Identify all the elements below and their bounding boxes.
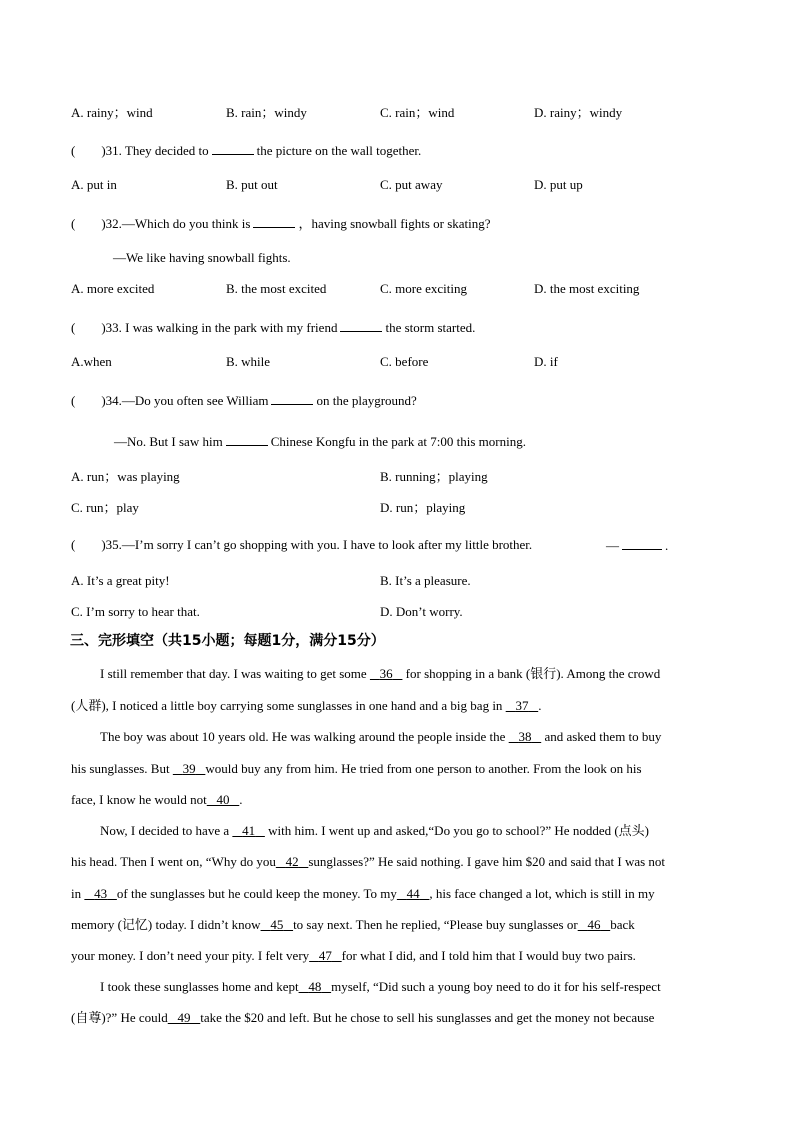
q31-option-d[interactable]: D. put up: [534, 177, 583, 192]
passage-text: myself, “Did such a young boy need to do it for his self-respect: [331, 979, 661, 994]
q34-reply-prefix: —No. But I saw him: [114, 434, 223, 449]
passage-text: for what I did, and I told him that I would buy two pairs.: [341, 948, 636, 963]
passage-line: [71, 1009, 721, 1027]
q30-option-d[interactable]: D. rainy；windy: [534, 105, 623, 120]
blank-48-number: 48: [308, 979, 322, 994]
q32-option-b[interactable]: B. the most excited: [226, 281, 327, 296]
q32-option-d[interactable]: D. the most exciting: [534, 281, 640, 296]
blank-46[interactable]: [578, 917, 611, 932]
q31-prefix: ( )31. They decided to: [71, 143, 209, 158]
q35-option-d[interactable]: D. Don’t worry.: [380, 604, 463, 619]
passage-text: (人群), I noticed a little boy carrying some sunglasses in one hand and a big bag in: [71, 698, 503, 713]
passage-text: (自尊)?” He could: [71, 1010, 168, 1025]
blank-42-number: 42: [285, 854, 299, 869]
blank-44[interactable]: [397, 886, 430, 901]
q35-blank[interactable]: [622, 536, 662, 550]
q34-reply-suffix: Chinese Kongfu in the park at 7:00 this morning.: [270, 434, 526, 449]
passage-text: in: [71, 886, 82, 901]
q35-stem: ( )35.—I’m sorry I can’t go shopping with you. I have to look after my little brother.: [71, 537, 533, 552]
passage-line: [71, 760, 721, 778]
q35-option-c[interactable]: C. I’m sorry to hear that.: [71, 604, 200, 619]
blank-36[interactable]: [370, 666, 403, 681]
q33-suffix: the storm started.: [385, 320, 476, 335]
q34-blank-2[interactable]: [226, 432, 268, 446]
blank-37[interactable]: [506, 698, 542, 713]
passage-line: [71, 947, 721, 965]
blank-37-number: 37: [515, 698, 529, 713]
q33-prefix: ( )33. I was walking in the park with my friend: [71, 320, 338, 335]
q30-option-a[interactable]: A. rainy；wind: [71, 105, 153, 120]
passage-text: , his face changed a lot, which is still in my: [429, 886, 655, 901]
q34-reply: [114, 432, 526, 451]
q33-blank[interactable]: [340, 318, 382, 332]
blank-47-number: 47: [318, 948, 332, 963]
q32-reply: —We like having snowball fights.: [113, 250, 291, 265]
blank-41[interactable]: [232, 823, 265, 838]
q31-stem: [71, 141, 421, 160]
passage-text: with him. I went up and asked,“Do you go to school?” He nodded (点头): [268, 823, 650, 838]
passage-text: take the $20 and left. But he chose to sell his sunglasses and get the money not because: [200, 1010, 655, 1025]
passage-text: for shopping in a bank (银行). Among the crowd: [405, 666, 661, 681]
q32-stem: [71, 214, 491, 233]
q32-prefix: ( )32.—Which do you think is: [71, 216, 251, 231]
passage-text: would buy any from him. He tried from one person to another. From the look on his: [205, 761, 642, 776]
passage-text: I still remember that day. I was waiting to get some: [100, 666, 367, 681]
q34-stem: [71, 391, 417, 410]
q35-reply: [606, 536, 668, 555]
passage-text: memory (记忆) today. I didn’t know: [71, 917, 261, 932]
passage-line: [71, 978, 750, 996]
passage-line: [71, 697, 721, 715]
q31-blank[interactable]: [212, 141, 254, 155]
passage-line: [71, 791, 721, 809]
passage-text: The boy was about 10 years old. He was walking around the people inside the: [100, 729, 506, 744]
passage-line: [71, 665, 750, 683]
q34-option-c[interactable]: C. run；play: [71, 500, 139, 515]
blank-36-number: 36: [379, 666, 393, 681]
q33-option-b[interactable]: B. while: [226, 354, 271, 369]
q32-blank[interactable]: [253, 214, 295, 228]
blank-43-number: 43: [94, 886, 108, 901]
passage-line: [71, 853, 721, 871]
passage-text: I took these sunglasses home and kept: [100, 979, 299, 994]
passage-text: to say next. Then he replied, “Please buy sunglasses or: [293, 917, 578, 932]
blank-43[interactable]: [84, 886, 117, 901]
q31-option-a[interactable]: A. put in: [71, 177, 117, 192]
blank-39[interactable]: [173, 761, 206, 776]
blank-49-number: 49: [177, 1010, 191, 1025]
passage-text: sunglasses?” He said nothing. I gave him $20 and said that I was not: [308, 854, 666, 869]
q34-blank-1[interactable]: [271, 391, 313, 405]
q34-suffix: on the playground?: [316, 393, 417, 408]
q33-option-a[interactable]: A.when: [71, 354, 112, 369]
q35-reply-prefix: —: [606, 538, 619, 553]
q31-option-c[interactable]: C. put away: [380, 177, 443, 192]
q34-prefix: ( )34.—Do you often see William: [71, 393, 269, 408]
q31-option-b[interactable]: B. put out: [226, 177, 278, 192]
passage-text: of the sunglasses but he could keep the money. To my: [116, 886, 397, 901]
q30-option-c[interactable]: C. rain；wind: [380, 105, 455, 120]
q35-option-a[interactable]: A. It’s a great pity!: [71, 573, 170, 588]
blank-44-number: 44: [406, 886, 420, 901]
q32-option-c[interactable]: C. more exciting: [380, 281, 468, 296]
q35-option-b[interactable]: B. It’s a pleasure.: [380, 573, 471, 588]
passage-text: Now, I decided to have a: [100, 823, 230, 838]
passage-text: his head. Then I went on, “Why do you: [71, 854, 276, 869]
q33-option-c[interactable]: C. before: [380, 354, 429, 369]
blank-41-number: 41: [242, 823, 256, 838]
blank-38-number: 38: [518, 729, 532, 744]
passage-line: [71, 916, 721, 934]
q34-option-b[interactable]: B. running；playing: [380, 469, 488, 484]
passage-text: your money. I don’t need your pity. I felt very: [71, 948, 310, 963]
q33-option-d[interactable]: D. if: [534, 354, 558, 369]
blank-40[interactable]: [207, 792, 243, 807]
blank-39-number: 39: [182, 761, 196, 776]
passage-text: and asked them to buy: [544, 729, 662, 744]
q32-suffix: ，having snowball fights or skating?: [298, 216, 491, 231]
q31-suffix: the picture on the wall together.: [256, 143, 422, 158]
passage-text: his sunglasses. But: [71, 761, 170, 776]
blank-38[interactable]: [509, 729, 542, 744]
passage-line: [71, 885, 721, 903]
blank-48[interactable]: [299, 979, 332, 994]
blank-45-number: 45: [270, 917, 284, 932]
passage-text: face, I know he would not: [71, 792, 207, 807]
blank-49[interactable]: [168, 1010, 201, 1025]
passage-text: .: [239, 792, 243, 807]
q30-option-b[interactable]: B. rain；windy: [226, 105, 307, 120]
blank-40-number: 40: [216, 792, 230, 807]
blank-45[interactable]: [261, 917, 294, 932]
q34-option-d[interactable]: D. run；playing: [380, 500, 466, 515]
passage-line: [71, 822, 750, 840]
blank-42[interactable]: [276, 854, 309, 869]
passage-text: .: [538, 698, 542, 713]
passage-line: [71, 728, 750, 746]
q35-reply-suffix: .: [665, 538, 669, 553]
q32-option-a[interactable]: A. more excited: [71, 281, 155, 296]
q34-option-a[interactable]: A. run；was playing: [71, 469, 180, 484]
section-heading-cloze: 三、完形填空（共15小题；每题1分，满分15分）: [70, 633, 385, 649]
q33-stem: [71, 318, 475, 337]
blank-47[interactable]: [309, 948, 342, 963]
blank-46-number: 46: [587, 917, 601, 932]
passage-text: back: [610, 917, 635, 932]
